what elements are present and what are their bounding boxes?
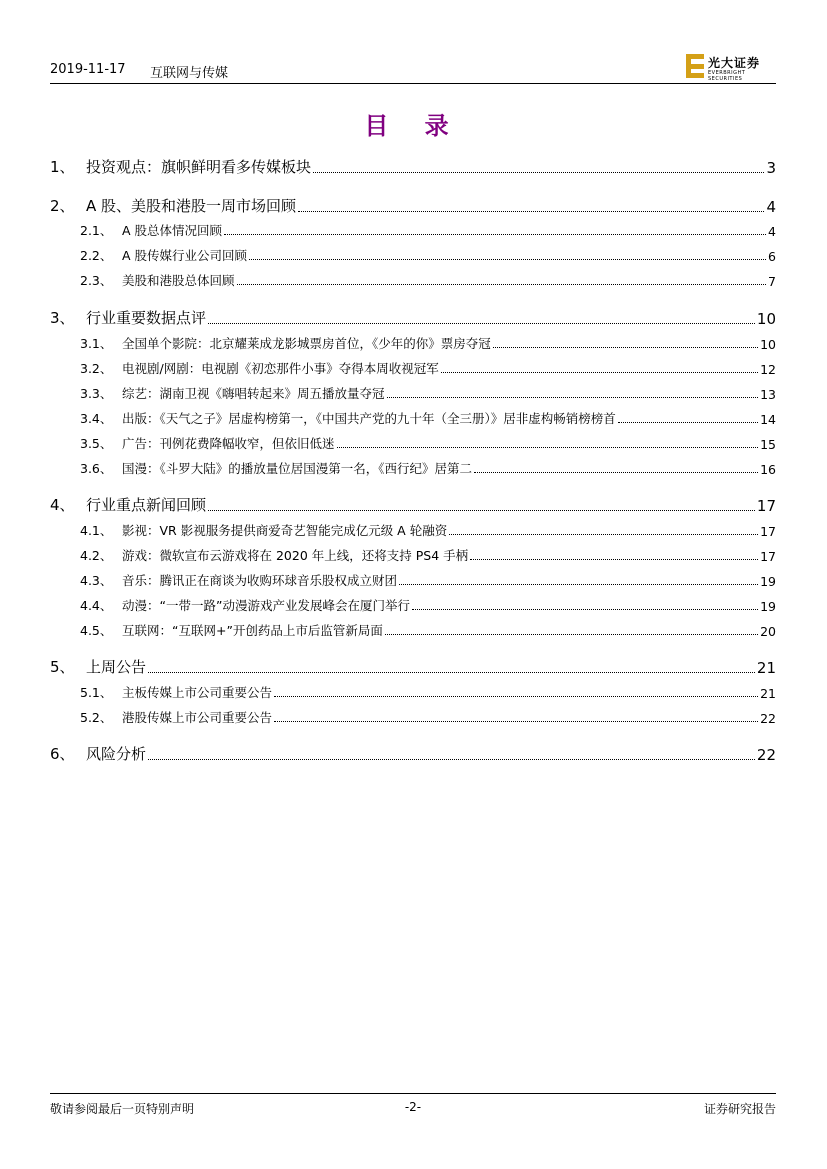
toc-entry-text: 电视剧/网剧：电视剧《初恋那件小事》夺得本周收视冠军 xyxy=(122,361,439,376)
industry-label: 互联网与传媒 xyxy=(150,66,229,81)
toc-entry-number: 4.4、 xyxy=(80,598,113,613)
toc-entry-text: 影视：VR 影视服务提供商爱奇艺智能完成亿元级 A 轮融资 xyxy=(122,523,448,538)
toc-entry-text: 行业重点新闻回顾 xyxy=(86,496,207,514)
toc-leader xyxy=(208,509,755,511)
toc-entry-number: 4.5、 xyxy=(80,623,113,638)
toc-entry[interactable] xyxy=(50,196,776,216)
toc-entry[interactable] xyxy=(50,495,776,515)
toc-subentry[interactable] xyxy=(80,623,776,639)
toc-subentry[interactable] xyxy=(80,461,776,477)
toc-leader xyxy=(441,371,758,373)
toc-subentry[interactable] xyxy=(80,598,776,614)
toc-subentry[interactable] xyxy=(80,248,776,264)
toc-subentry[interactable] xyxy=(80,436,776,452)
toc-entry-text: A 股、美股和港股一周市场回顾 xyxy=(86,197,297,215)
toc-entry-text: 综艺：湖南卫视《嗨唱转起来》周五播放量夺冠 xyxy=(122,386,385,401)
toc-leader xyxy=(412,608,758,610)
toc-entry-text: 全国单个影院：北京耀莱成龙影城票房首位，《少年的你》票房夺冠 xyxy=(122,336,491,351)
toc-entry-page: 7 xyxy=(768,274,776,289)
toc-leader xyxy=(298,210,764,212)
toc-entry-page: 17 xyxy=(760,524,776,539)
toc-entry-text: 国漫：《斗罗大陆》的播放量位居国漫第一名，《西行纪》居第二 xyxy=(122,461,473,476)
logo-en-text: EVERBRIGHT SECURITIES xyxy=(708,70,746,82)
toc-subentry[interactable] xyxy=(80,223,776,239)
toc-entry-text: 音乐：腾讯正在商谈为收购环球音乐股权成立财团 xyxy=(122,573,398,588)
toc-entry-page: 15 xyxy=(760,437,776,452)
toc-entry-text: 主板传媒上市公司重要公告 xyxy=(122,685,273,700)
toc-leader xyxy=(208,322,755,324)
toc-leader xyxy=(148,758,755,760)
toc-subentry[interactable] xyxy=(80,710,776,726)
toc-leader xyxy=(237,283,767,285)
toc-entry-text: A 股总体情况回顾 xyxy=(122,223,223,238)
toc-subentry[interactable] xyxy=(80,336,776,352)
toc-entry[interactable] xyxy=(50,657,776,677)
toc-entry-number: 3.3、 xyxy=(80,386,113,401)
toc-leader xyxy=(470,558,758,560)
toc-leader xyxy=(387,396,759,398)
toc-entry-text: 游戏：微软宣布云游戏将在 2020 年上线，还将支持 PS4 手柄 xyxy=(122,548,469,563)
toc-leader xyxy=(313,171,764,173)
toc-entry[interactable] xyxy=(50,308,776,328)
toc-entry-page: 14 xyxy=(760,412,776,427)
toc-entry-number: 3.6、 xyxy=(80,461,113,476)
toc-entry-page: 22 xyxy=(756,746,776,764)
toc-entry-text: 动漫：“一带一路”动漫游戏产业发展峰会在厦门举行 xyxy=(122,598,410,613)
toc-subentry[interactable] xyxy=(80,411,776,427)
page-footer xyxy=(50,1093,776,1118)
toc-entry-text: A 股传媒行业公司回顾 xyxy=(122,248,248,263)
toc-leader xyxy=(399,583,758,585)
toc-entry-number: 6、 xyxy=(50,745,75,763)
toc-subentry[interactable] xyxy=(80,386,776,402)
company-logo xyxy=(686,52,776,80)
toc-entry-number: 5.1、 xyxy=(80,685,113,700)
toc-entry-text: 投资观点：旗帜鲜明看多传媒板块 xyxy=(86,158,312,176)
toc-entry-number: 4、 xyxy=(50,496,75,514)
toc-entry-page: 19 xyxy=(760,599,776,614)
toc-entry-text: 美股和港股总体回顾 xyxy=(122,273,235,288)
toc-leader xyxy=(449,533,758,535)
toc-subentry[interactable] xyxy=(80,548,776,564)
toc-entry-number: 5.2、 xyxy=(80,710,113,725)
disclaimer-note: 敬请参阅最后一页特别声明 xyxy=(50,1102,195,1116)
toc-entry-number: 4.2、 xyxy=(80,548,113,563)
toc-entry-page: 22 xyxy=(760,711,776,726)
toc-entry-number: 3.1、 xyxy=(80,336,113,351)
toc-entry-number: 2.2、 xyxy=(80,248,113,263)
logo-icon xyxy=(686,54,704,78)
report-type: 证券研究报告 xyxy=(703,1102,776,1116)
toc-entry-text: 上周公告 xyxy=(86,658,147,676)
toc-entry-page: 4 xyxy=(766,198,776,216)
toc-title: 目 录 xyxy=(364,111,463,140)
toc-subentry[interactable] xyxy=(80,273,776,289)
toc-entry-number: 2.1、 xyxy=(80,223,113,238)
toc-entry-text: 广告：刊例花费降幅收窄，但依旧低迷 xyxy=(122,436,335,451)
toc-subentry[interactable] xyxy=(80,685,776,701)
page-number: -2- xyxy=(404,1100,422,1114)
toc-entry-number: 4.3、 xyxy=(80,573,113,588)
toc-entry-page: 21 xyxy=(756,659,776,677)
toc-entry-text: 行业重要数据点评 xyxy=(86,309,207,327)
toc-entry-page: 10 xyxy=(760,337,776,352)
toc-subentry[interactable] xyxy=(80,361,776,377)
toc-entry-page: 13 xyxy=(760,387,776,402)
toc-entry-page: 16 xyxy=(760,462,776,477)
toc-subentry[interactable] xyxy=(80,573,776,589)
toc-entry-page: 3 xyxy=(766,159,776,177)
toc-entry-number: 3.4、 xyxy=(80,411,113,426)
toc-entry-number: 5、 xyxy=(50,658,75,676)
toc-entry-number: 2、 xyxy=(50,197,75,215)
toc-entry-page: 4 xyxy=(768,224,776,239)
toc-leader xyxy=(474,471,758,473)
toc-entry-text: 风险分析 xyxy=(86,745,147,763)
toc-entry[interactable] xyxy=(50,744,776,764)
toc-entry-number: 3、 xyxy=(50,309,75,327)
report-date: 2019-11-17 xyxy=(50,62,126,77)
toc-entry-text: 互联网：“互联网+”开创药品上市后监管新局面 xyxy=(122,623,383,638)
toc-leader xyxy=(385,633,758,635)
page-header xyxy=(50,50,776,84)
toc-entry-page: 17 xyxy=(756,497,776,515)
toc-entry-page: 19 xyxy=(760,574,776,589)
toc-leader xyxy=(249,258,766,260)
toc-leader xyxy=(493,346,758,348)
toc-entry-number: 4.1、 xyxy=(80,523,113,538)
toc-entry[interactable] xyxy=(50,157,776,177)
toc-entry-page: 12 xyxy=(760,362,776,377)
toc-leader xyxy=(337,446,759,448)
toc-entry-page: 17 xyxy=(760,549,776,564)
toc-leader xyxy=(224,233,766,235)
toc-entry-page: 10 xyxy=(756,310,776,328)
toc-entry-text: 出版：《天气之子》居虚构榜第一，《中国共产党的九十年（全三册）》居非虚构畅销榜榜首 xyxy=(122,411,616,426)
toc-entry-number: 1、 xyxy=(50,158,75,176)
toc-entry-number: 2.3、 xyxy=(80,273,113,288)
toc-leader xyxy=(274,720,758,722)
toc-leader xyxy=(148,671,755,673)
toc-entry-text: 港股传媒上市公司重要公告 xyxy=(122,710,273,725)
toc-entry-page: 6 xyxy=(768,249,776,264)
logo-cn-text: 光大证券 xyxy=(708,56,761,70)
toc-leader xyxy=(618,421,758,423)
toc-subentry[interactable] xyxy=(80,523,776,539)
toc-entry-page: 20 xyxy=(760,624,776,639)
toc-entry-number: 3.5、 xyxy=(80,436,113,451)
toc-entry-number: 3.2、 xyxy=(80,361,113,376)
toc-entry-page: 21 xyxy=(760,686,776,701)
toc-leader xyxy=(274,695,758,697)
